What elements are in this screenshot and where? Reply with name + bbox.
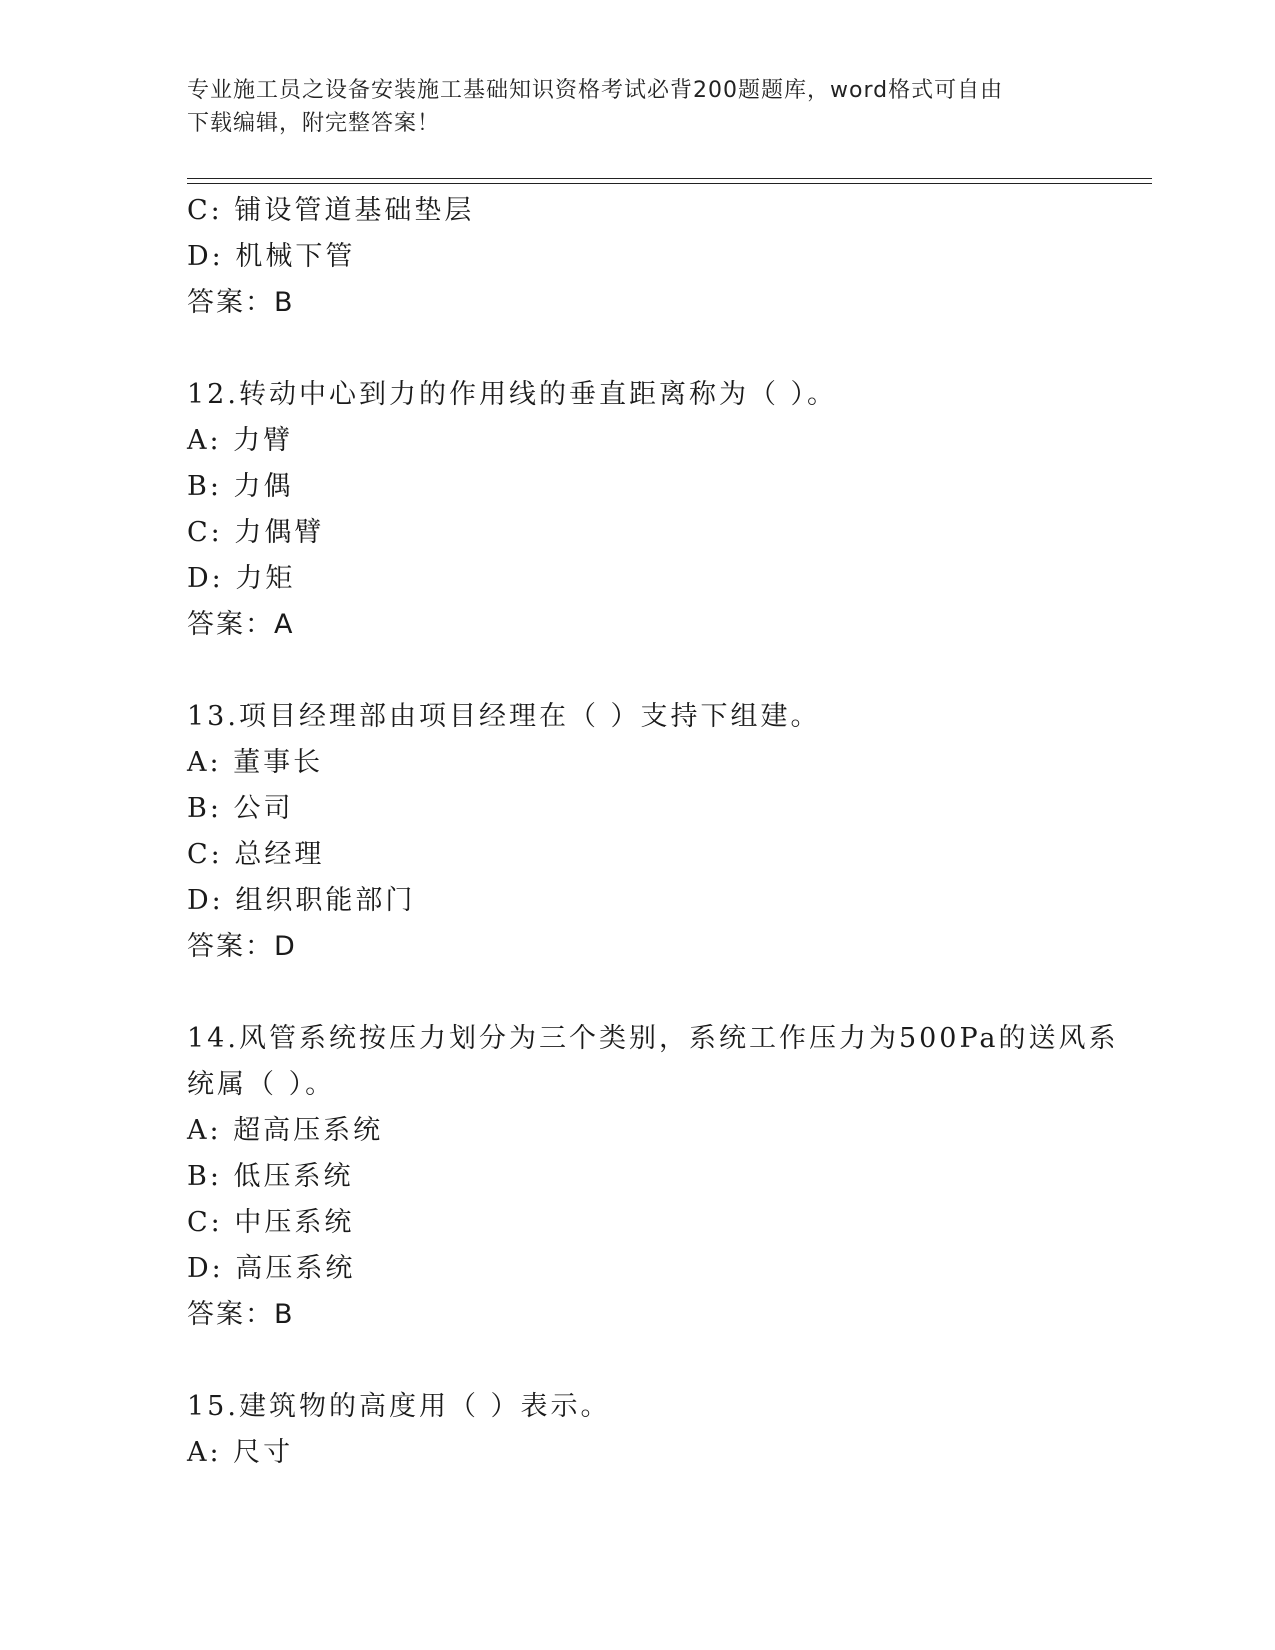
answer-line: 答案：D	[187, 931, 297, 962]
option-a: A: 超高压系统	[187, 1115, 384, 1146]
option-a: A: 董事长	[187, 747, 324, 778]
option-d: D: 高压系统	[187, 1253, 356, 1284]
spacer	[187, 1338, 1087, 1384]
option-c: C: 力偶臂	[187, 517, 325, 548]
header-line-2: 下载编辑，附完整答案！	[187, 111, 441, 136]
answer-line: 答案：B	[187, 1299, 295, 1330]
option-b: B: 低压系统	[187, 1161, 354, 1192]
question-block-11	[187, 188, 1087, 326]
answer-line: 答案：A	[187, 609, 295, 640]
question-text-line-1: 14.风管系统按压力划分为三个类别，系统工作压力为500Pa的送风系	[187, 1023, 1119, 1054]
question-text: 13.项目经理部由项目经理在（ ）支持下组建。	[187, 701, 821, 732]
header-line-1: 专业施工员之设备安装施工基础知识资格考试必背200题题库，word格式可自由	[187, 78, 1004, 103]
option-a: A: 力臂	[187, 425, 294, 456]
option-c: C: 铺设管道基础垫层	[187, 195, 475, 226]
option-a: A: 尺寸	[187, 1437, 294, 1468]
option-b: B: 公司	[187, 793, 294, 824]
question-list	[187, 188, 1119, 1476]
question-block-14	[187, 1016, 1119, 1338]
header-divider-bottom	[187, 183, 1152, 184]
option-d: D: 组织职能部门	[187, 885, 416, 916]
question-block-13	[187, 694, 1087, 970]
question-text: 15.建筑物的高度用（ ）表示。	[187, 1391, 611, 1422]
option-d: D: 机械下管	[187, 241, 356, 272]
option-b: B: 力偶	[187, 471, 294, 502]
question-block-15	[187, 1384, 1087, 1476]
spacer	[187, 970, 1087, 1016]
spacer	[187, 326, 1087, 372]
option-d: D: 力矩	[187, 563, 296, 594]
question-text-line-2: 统属（ ）。	[187, 1069, 336, 1100]
document-header	[187, 74, 1067, 140]
answer-line: 答案：B	[187, 287, 295, 318]
question-block-12	[187, 372, 1087, 648]
spacer	[187, 648, 1087, 694]
option-c: C: 中压系统	[187, 1207, 355, 1238]
question-text: 12.转动中心到力的作用线的垂直距离称为（ ）。	[187, 379, 838, 410]
option-c: C: 总经理	[187, 839, 325, 870]
header-divider-top	[187, 178, 1152, 179]
